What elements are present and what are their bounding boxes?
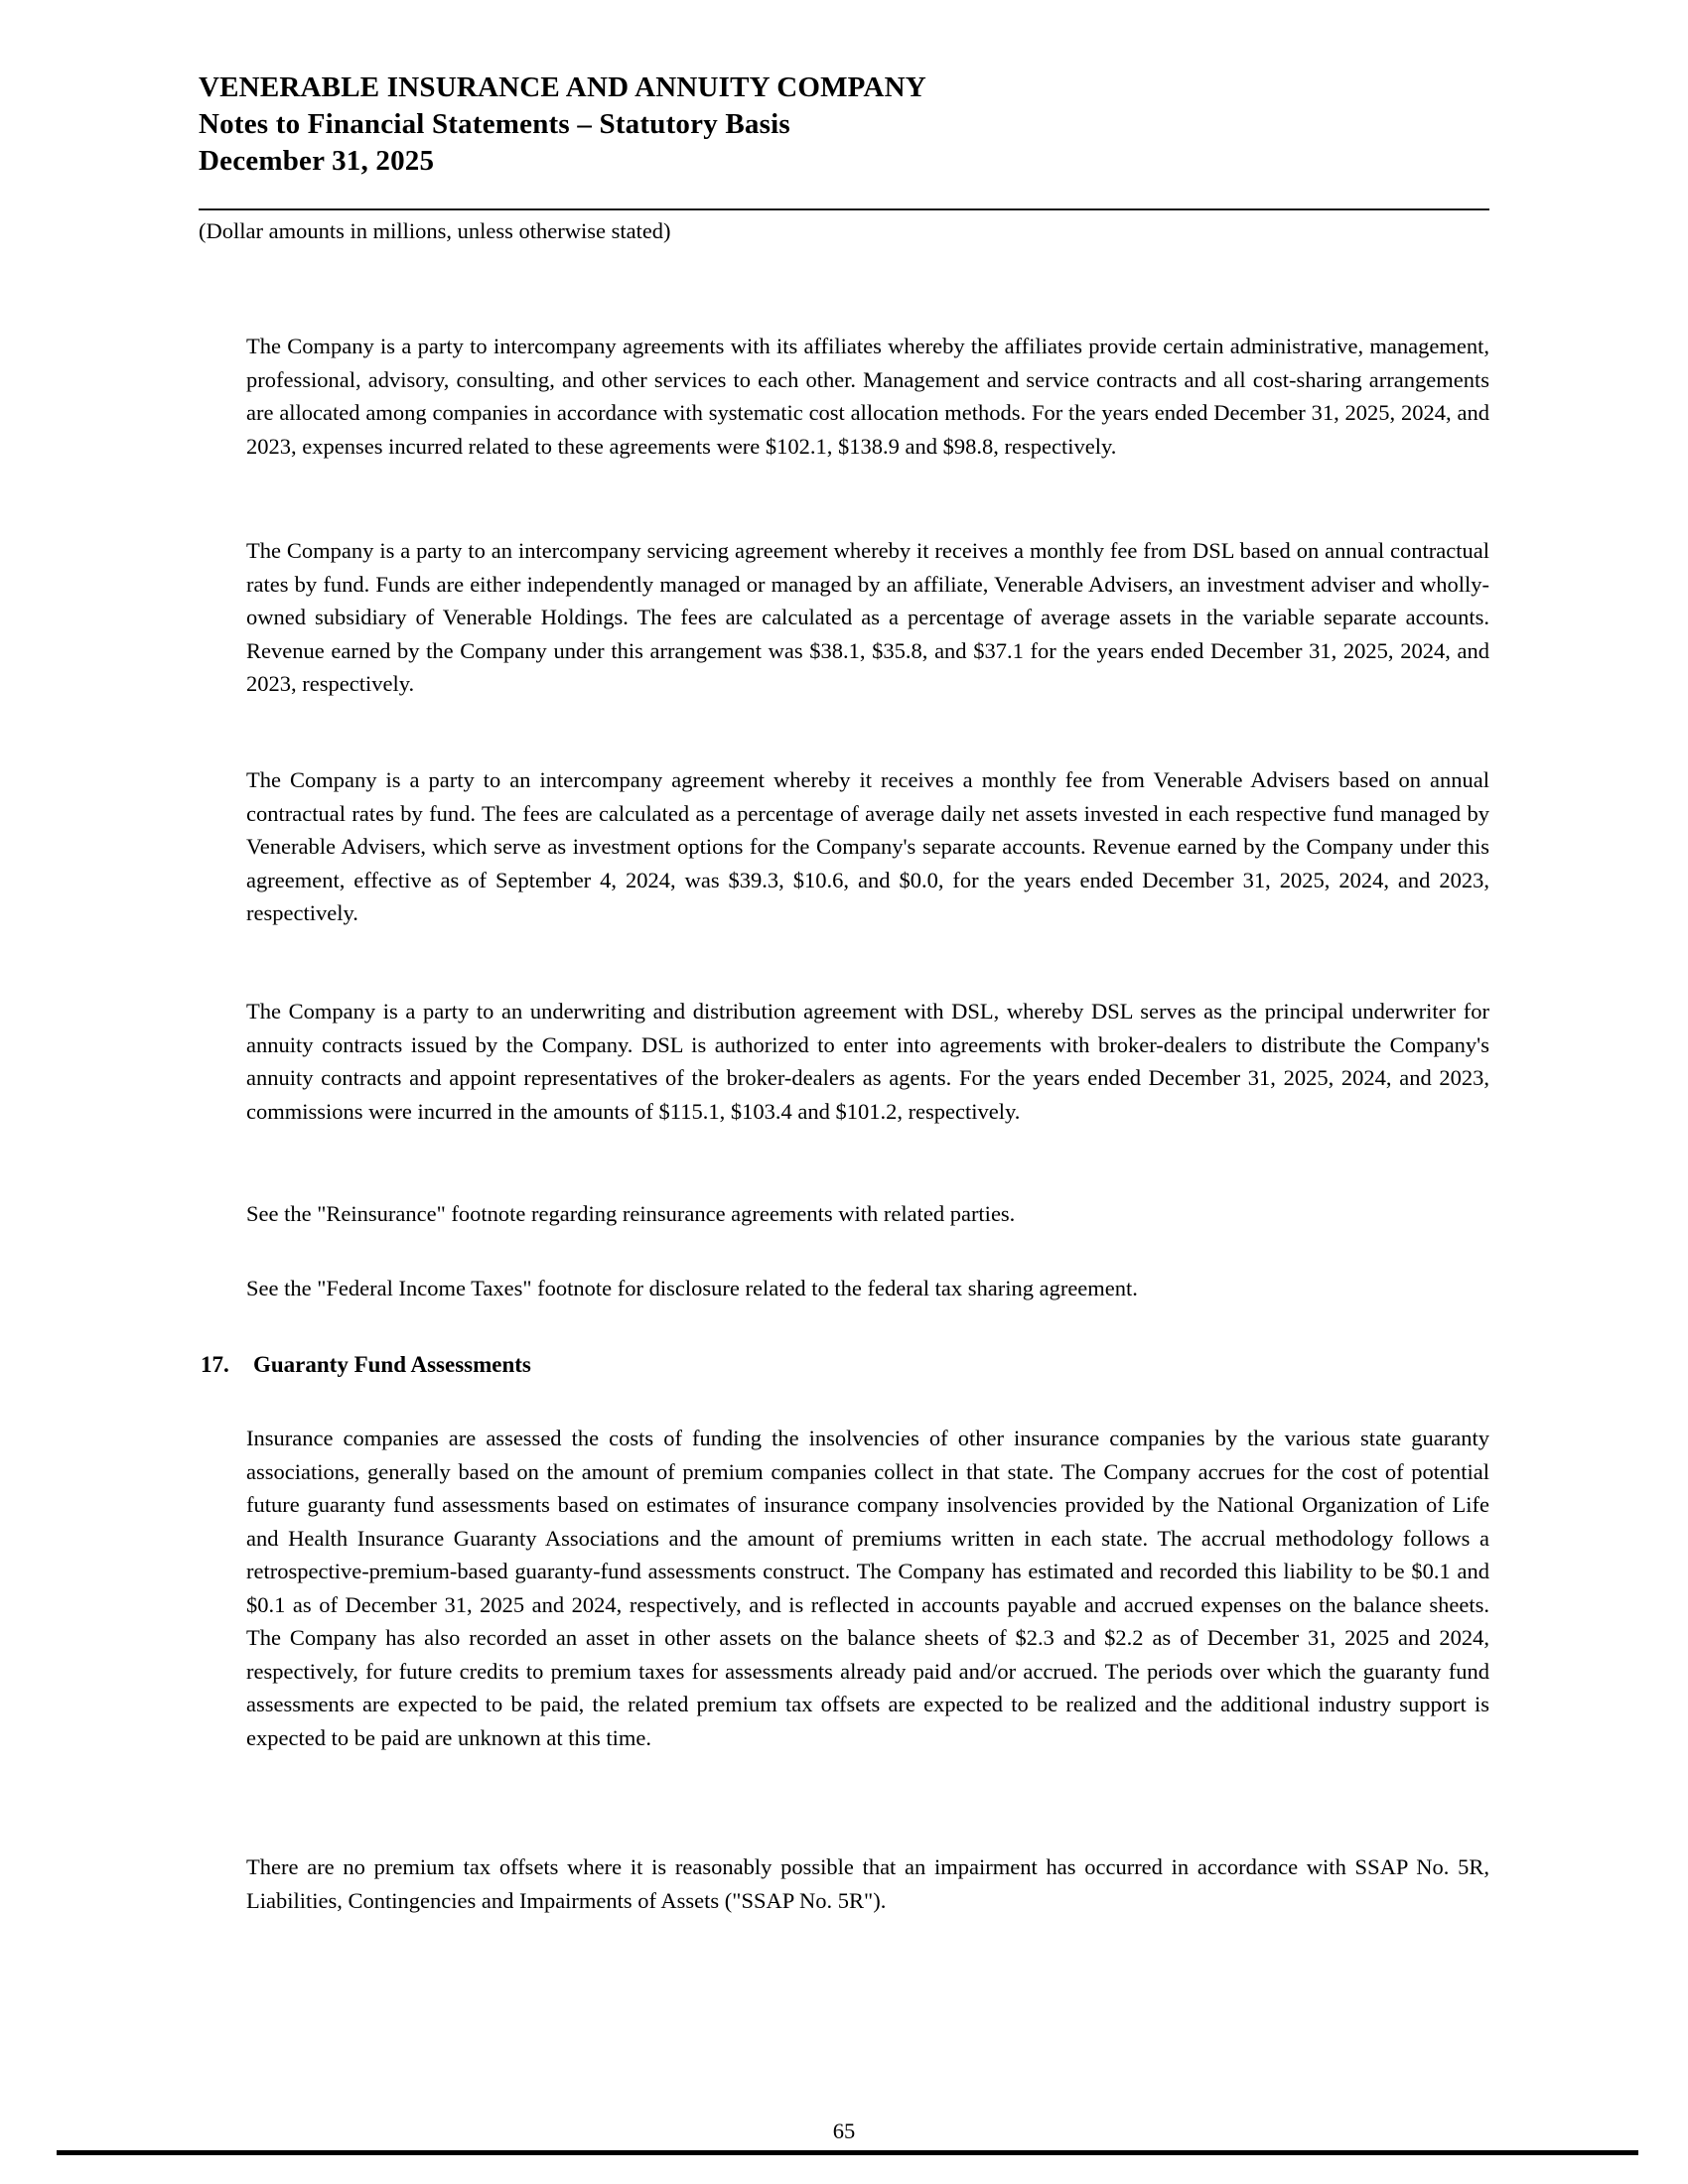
paragraph-guaranty-fund-assessments: Insurance companies are assessed the costs of funding the insolvencies of other insurance companies by the various state guaranty associations, generally based on the amount of premium companies collect in that state. The Company accrues for the cost of potential future guaranty fund assessments based on estimates of insurance company insolvencies provided by the National Organization of Life and Health Insurance Guaranty Associations and the amount of premiums written in each state. The accrual methodology follows a retrospective-premium-based guaranty-fund assessments construct. The Company has estimated and recorded this liability to be $0.1 and $0.1 as of December 31, 2025 and 2024, respectively, and is reflected in accounts payable and accrued expenses on the balance sheets. The Company has also recorded an asset in other assets on the balance sheets of $2.3 and $2.2 as of December 31, 2025 and 2024, respectively, for future credits to premium taxes for assessments already paid and/or accrued. The periods over which the guaranty fund assessments are expected to be paid, the related premium tax offsets are expected to be realized and the additional industry support is expected to be paid are unknown at this time. [246,1426,1489,1750]
paragraph-servicing-agreement: The Company is a party to an intercompany servicing agreement whereby it receives a monthly fee from DSL based on annual contractual rates by fund. Funds are either independently managed or managed by an affiliate, Venerable Advisers, an investment adviser and wholly-owned subsidiary of Venerable Holdings. The fees are calculated as a percentage of average assets in the variable separate accounts. Revenue earned by the Company under this arrangement was $38.1, $35.8, and $37.1 for the years ended December 31, 2025, 2024, and 2023, respectively. [246,538,1489,696]
paragraph-premium-tax-offsets: There are no premium tax offsets where it is reasonably possible that an impairment has occurred in accordance with SSAP No. 5R, Liabilities, Contingencies and Impairments of Assets ("SSAP No. 5R"). [246,1854,1489,1913]
note-federal-income-taxes-reference: See the "Federal Income Taxes" footnote for disclosure related to the federal tax sharing agreement. [246,1276,1138,1300]
footer-divider-line [57,2150,1638,2155]
document-header [199,69,926,180]
paragraph-advisers-agreement: The Company is a party to an intercompany agreement whereby it receives a monthly fee from Venerable Advisers based on annual contractual rates by fund. The fees are calculated as a percentage of average daily net assets invested in each respective fund managed by Venerable Advisers, which serve as investment options for the Company's separate accounts. Revenue earned by the Company under this agreement, effective as of September 4, 2024, was $39.3, $10.6, and $0.0, for the years ended December 31, 2025, 2024, and 2023, respectively. [246,767,1489,925]
document-title: Notes to Financial Statements – Statutory Basis [199,108,790,140]
company-name: VENERABLE INSURANCE AND ANNUITY COMPANY [199,71,926,103]
section-heading-guaranty-fund [201,1348,531,1382]
section-title: Guaranty Fund Assessments [253,1352,531,1377]
note-reinsurance-reference: See the "Reinsurance" footnote regarding reinsurance agreements with related parties. [246,1201,1016,1226]
header-divider-line [199,208,1489,210]
page-number: 65 [832,2118,856,2143]
section-number: 17. [201,1352,229,1377]
paragraph-underwriting-agreement: The Company is a party to an underwriting and distribution agreement with DSL, whereby DSL serves as the principal underwriter for annuity contracts issued by the Company. DSL is authorized to enter into agreements with broker-dealers to distribute the Company's annuity contracts and appoint representatives of the broker-dealers as agents. For the years ended December 31, 2025, 2024, and 2023, commissions were incurred in the amounts of $115.1, $103.4 and $101.2, respectively. [246,999,1489,1124]
paragraph-intercompany-agreements: The Company is a party to intercompany agreements with its affiliates whereby the affiliates provide certain administrative, management, professional, advisory, consulting, and other services to each other. Management and service contracts and all cost-sharing arrangements are allocated among companies in accordance with systematic cost allocation methods. For the years ended December 31, 2025, 2024, and 2023, expenses incurred related to these agreements were $102.1, $138.9 and $98.8, respectively. [246,334,1489,459]
document-date: December 31, 2025 [199,145,435,177]
dollar-amounts-note: (Dollar amounts in millions, unless otherwise stated) [199,218,671,243]
